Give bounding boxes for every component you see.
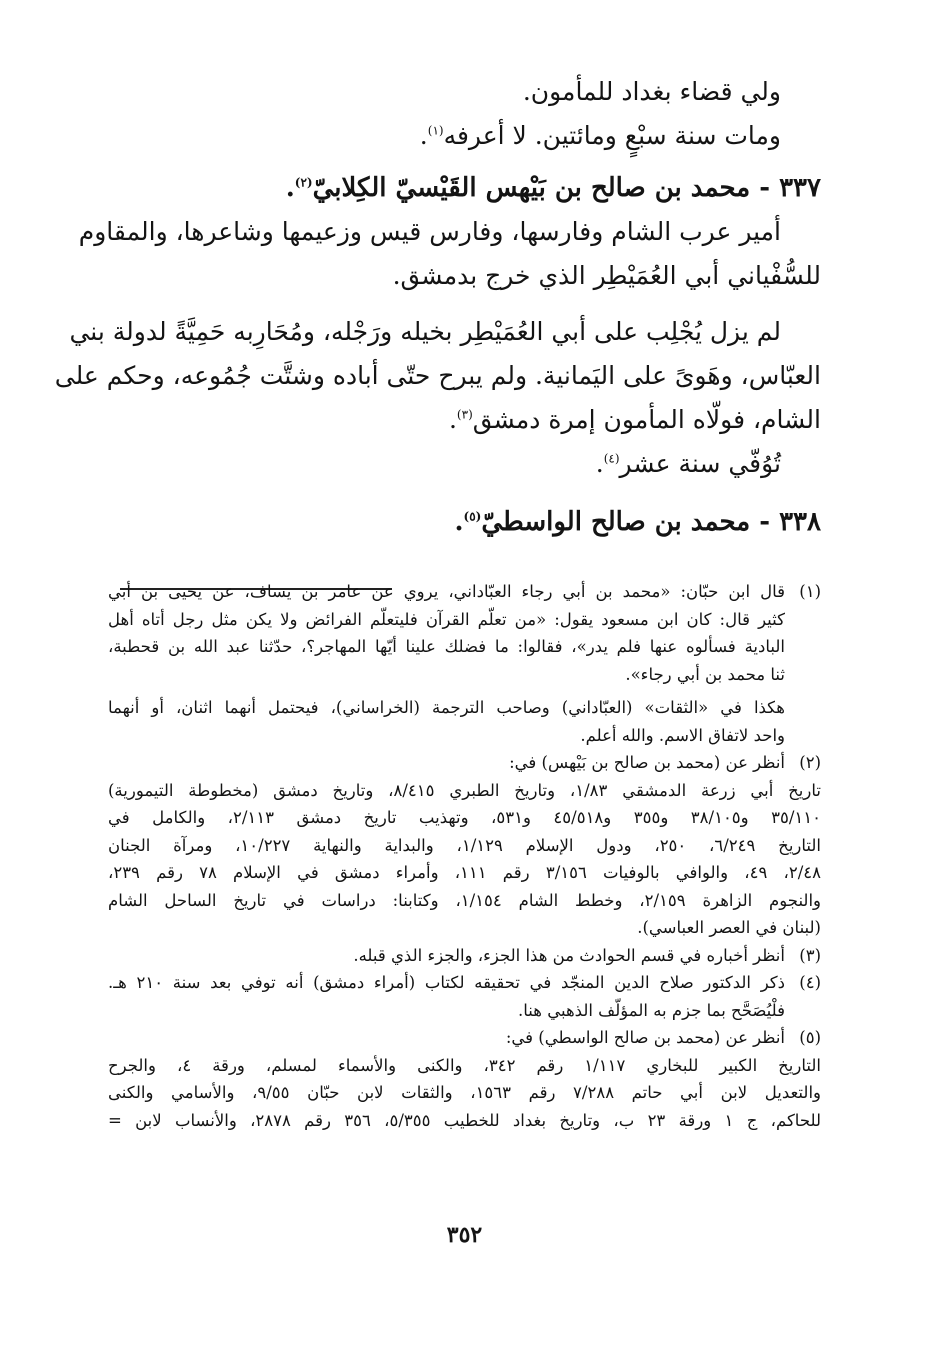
entry-337-title: ٣٣٧ - محمد بن صالح بن بَيْهس القَيْسيّ الكِلابيّ [312, 173, 821, 203]
footnote-1-line: كثير قال: كان ابن مسعود يقول: «من تعلّم القرآن فليتعلّم الفرائض ولا يكن مثل رجل أتاه أهل [108, 609, 785, 629]
footnote-4-number: (٤) [799, 973, 821, 992]
footnote-ref-2: (٢) [294, 175, 313, 190]
footnote-1-line: البادية فسألوه عنها فلم يدر»، فقالوا: ما فضلك علينا أيّها المهاجر؟، حدّثنا عبد الله بن قحطبة، [108, 637, 785, 656]
entry-337-para2-line3: الشام، فولّاه المأمون إمرة دمشق$^{(٣)}$. [448, 405, 821, 434]
footnote-1-number: (١) [799, 582, 821, 601]
footnote-ref-4: (٤) [603, 451, 620, 466]
footnote-2 [108, 749, 821, 942]
entry-337-heading: ٣٣٧ - محمد بن صالح بن بَيْهس القَيْسيّ الكِلابيّ$^{(٢)}$. [285, 173, 821, 203]
footnote-3 [108, 942, 821, 970]
footnote-5-first-line: أنظر عن (محمد بن صالح الواسطي) في: [505, 1028, 785, 1047]
footnote-3-number: (٣) [799, 945, 821, 965]
entry-337-para1-line1: أمير عرب الشام وفارسها، وفارس قيس وزعيمها وشاعرها، والمقاوم [78, 217, 781, 246]
entry-337-para2-line1: لم يزل يُجْلِب على أبي العُمَيْطِر بخيله ورَجْله، ومُحَارِبه حَمِيَّةً لدولة بني [69, 317, 781, 346]
footnotes [108, 578, 821, 1134]
footnote-ref-3: (٣) [456, 407, 473, 422]
entry-337-para1-line2: للسُّفْياني أبي العُمَيْطِر الذي خرج بدمشق. [392, 261, 821, 290]
entry-338-title: ٣٣٨ - محمد بن صالح الواسطيّ [481, 507, 821, 537]
footnote-1 [108, 578, 821, 749]
footnote-5 [108, 1024, 821, 1134]
entry-337-para2-line2: العبّاس، وهَوىً على اليَمانية. ولم يبرح حتّى أباده وشتَّت جُمُوعه، وحكم على [54, 361, 821, 390]
footnote-1-line: ثنا محمد بن أبي رجاء». [625, 664, 785, 684]
footnote-2-number: (٢) [799, 753, 821, 772]
footnote-5-line: والتعديل لابن أبي حاتم ٧/٢٨٨ رقم ١٥٦٣، والثقات لابن حبّان ٩/٥٥، والأسامي والكنى [108, 1083, 821, 1102]
main-text [54, 70, 821, 544]
footnote-1-line: واحد لاتفاق الاسم. والله أعلم. [580, 725, 785, 745]
footnote-ref-1: (١) [427, 123, 444, 138]
footnote-2-line: ٣٥/١١٠ و٣٨/١٠٥ و٣٥٥ و٤٥/٥١٨ و٥٣١، وتهذيب تاريخ دمشق ٢/١١٣، والكامل في [108, 808, 821, 827]
footnote-2-line: تاريخ أبي زرعة الدمشقي ١/٨٣، وتاريخ الطبري ٨/٤١٥، وتاريخ دمشق (مخطوطة التيمورية) [108, 780, 821, 800]
intro-line-2: ومات سنة سبْعٍ ومائتين. لا أعرفه$^{(١)}$. [419, 121, 781, 150]
footnote-2-line: والنجوم الزاهرة ٢/١٥٩، وخطط الشام ١/١٥٤، وكتابنا: دراسات في تاريخ الساحل الشام [108, 890, 821, 910]
footnote-4-line: ذكر الدكتور صلاح الدين المنجّد في تحقيقه لكتاب (أمراء دمشق) أنه توفي بعد سنة ٢١٠ هـ. [108, 973, 785, 992]
footnote-1-line: قال ابن حبّان: «محمد بن أبي رجاء العبّاداني، يروي عن عامر بن يساف، عن يحيى بن أبي [108, 582, 785, 601]
footnote-2-line: ٢/٤٨، ٤٩، والوافي بالوفيات ٣/١٥٦ رقم ١١١، وأمراء دمشق في الإسلام ٧٨ رقم ٢٣٩، [108, 863, 821, 882]
intro-line-2-text: ومات سنة سبْعٍ ومائتين. لا أعرفه [443, 121, 781, 150]
footnote-ref-5: (٥) [463, 509, 482, 524]
footnote-2-line: التاريخ ٦/٢٤٩، ٢٥٠، ودول الإسلام ١/١٢٩، والبداية والنهاية ١٠/٢٢٧، ومرآة الجنان [108, 835, 822, 855]
footnote-2-first-line: أنظر عن (محمد بن صالح بن بَيْهس) في: [509, 753, 785, 772]
entry-337-death: تُوُفّي سنة عشر$^{(٤)}$. [595, 449, 781, 478]
page-number: ٣٥٢ [446, 1222, 483, 1248]
entry-337-para2-line3-text: الشام، فولّاه المأمون إمرة دمشق [472, 405, 821, 434]
intro-line-1: ولي قضاء بغداد للمأمون. [522, 77, 781, 106]
entry-337-death-text: تُوُفّي سنة عشر [619, 449, 781, 478]
footnote-4 [108, 969, 821, 1024]
footnote-1-line: هكذا في «الثقات» (العبّاداني) وصاحب الترجمة (الخراساني)، فيحتمل أنهما اثنان، أو أنهما [108, 698, 785, 717]
footnote-5-number: (٥) [799, 1028, 821, 1047]
footnote-3-line: أنظر أخباره في قسم الحوادث من هذا الجزء، والجزء الذي قبله. [353, 945, 785, 965]
entry-338-heading: ٣٣٨ - محمد بن صالح الواسطيّ$^{(٥)}$. [454, 507, 821, 537]
footnote-5-line: التاريخ الكبير للبخاري ١/١١٧ رقم ٣٤٢، والكنى والأسماء لمسلم، ورقة ٤، والجرح [108, 1055, 821, 1075]
footnote-5-line: للحاكم، ج ١ ورقة ٢٣ ب، وتاريخ بغداد للخطيب ٥/٣٥٥، ٣٥٦ رقم ٢٨٧٨، والأنساب لابن = [108, 1110, 821, 1130]
footnote-2-line: (لبنان في العصر العباسي). [637, 918, 821, 937]
footnote-4-line: فلْيُصَحَّح بما جزم به المؤلّف الذهبي هنا. [518, 1000, 785, 1020]
